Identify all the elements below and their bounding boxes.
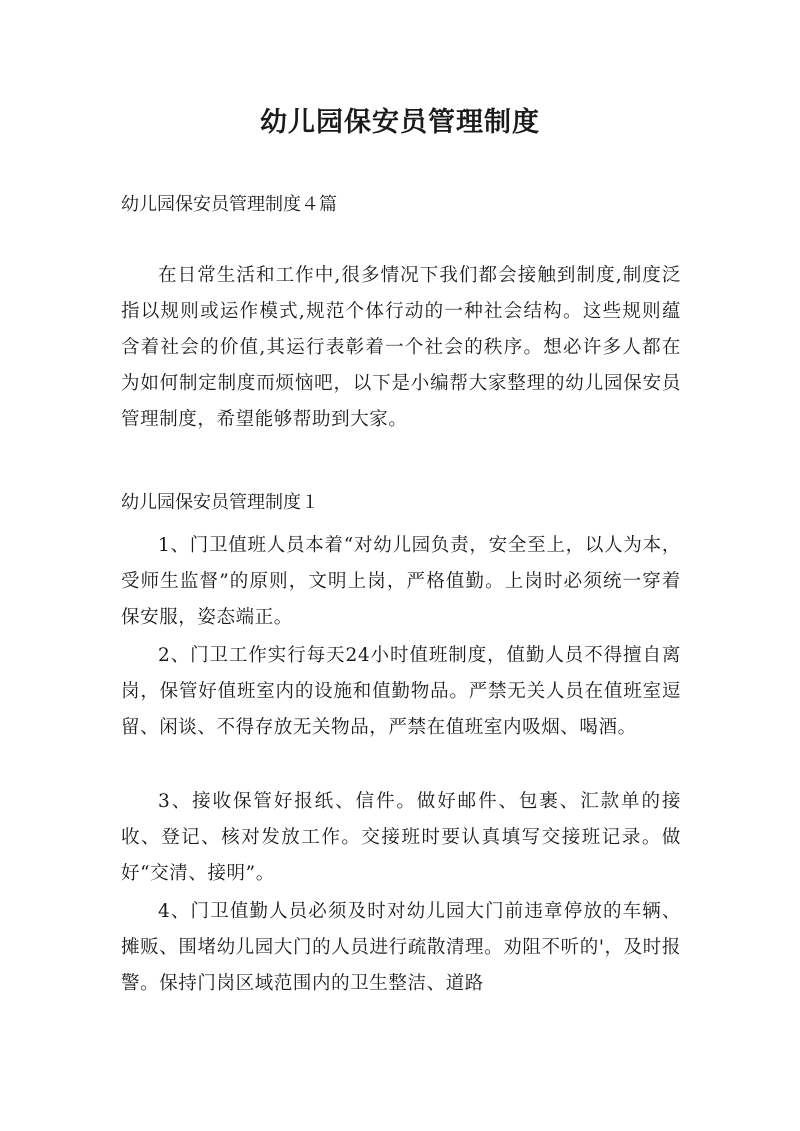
document-title: 幼儿园保安员管理制度 [260, 107, 540, 138]
rule-paragraph-4: 4、门卫值勤人员必须及时对幼儿园大门前违章停放的车辆、摊贩、围堵幼儿园大门的人员进行疏散清理。劝阻不听的'，及时报警。保持门岗区域范围内的卫生整洁、道路 [121, 901, 681, 994]
rule-paragraph-1: 1、门卫值班人员本着“对幼儿园负责，安全至上，以人为本，受师生监督”的原则，文明上岗，严格值勤。上岗时必须统一穿着保安服，姿态端正。 [121, 535, 681, 628]
rule-paragraph-2: 2、门卫工作实行每天24小时值班制度，值勤人员不得擅自离岗，保管好值班室内的设施和值勤物品。严禁无关人员在值班室逗留、闲谈、不得存放无关物品，严禁在值班室内吸烟、喝酒。 [121, 645, 681, 738]
rule-paragraph-3: 3、接收保管好报纸、信件。做好邮件、包裹、汇款单的接收、登记、核对发放工作。交接班时要认真填写交接班记录。做好“交清、接明”。 [121, 791, 681, 884]
intro-paragraph: 在日常生活和工作中,很多情况下我们都会接触到制度,制度泛指以规则或运作模式,规范个体行动的一种社会结构。这些规则蕴含着社会的价值,其运行表彰着一个社会的秩序。想必许多人都在为如何制定制度而烦恼吧，以下是小编帮大家整理的幼儿园保安员管理制度，希望能够帮助到大家。 [121, 265, 681, 430]
document-subtitle: 幼儿园保安员管理制度４篇 [121, 194, 337, 215]
section-heading: 幼儿园保安员管理制度１ [121, 492, 319, 513]
